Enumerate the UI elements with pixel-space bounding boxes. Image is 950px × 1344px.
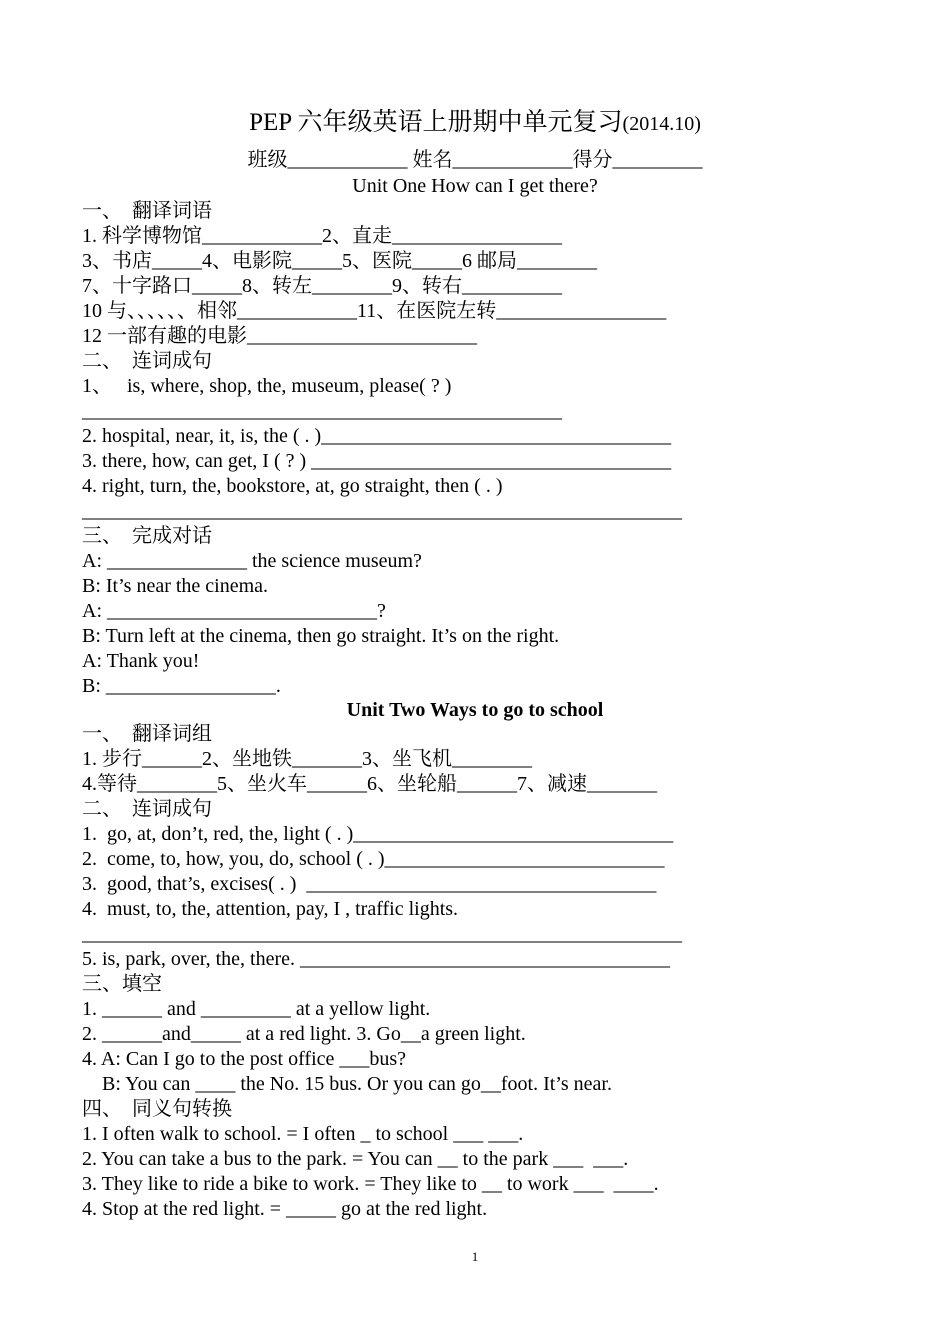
unit-two-line: 4. Stop at the red light. = _____ go at the red light. <box>82 1198 488 1220</box>
unit-two-heading: Unit Two Ways to go to school <box>346 699 604 721</box>
unit-two-line: 4.等待________5、坐火车______6、坐轮船______7、减速_______ <box>82 773 657 795</box>
title-text: PEP 六年级英语上册期中单元复习 <box>249 109 623 136</box>
unit-two-line: 1. I often walk to school. = I often _ to school ___ ___. <box>82 1123 524 1145</box>
unit-one-line: 4. right, turn, the, bookstore, at, go straight, then ( . ) <box>82 475 503 497</box>
unit-one-section-1-heading: 一、 翻译词语 <box>82 200 212 222</box>
unit-two-section-1-heading: 一、 翻译词组 <box>82 723 212 745</box>
unit-two-line: 1. 步行______2、坐地铁_______3、坐飞机________ <box>82 748 532 770</box>
unit-two-section-4-heading: 四、 同义句转换 <box>82 1098 232 1120</box>
unit-two-line: 5. is, park, over, the, there. _____________________________________ <box>82 948 671 970</box>
unit-two-line: 2. You can take a bus to the park. = You can __ to the park ___ ___. <box>82 1148 629 1170</box>
dialogue-line: B: It’s near the cinema. <box>82 575 269 597</box>
answer-blank-line: ________________________________________________ <box>82 400 562 422</box>
unit-two-section-2-heading: 二、 连词成句 <box>82 798 212 820</box>
unit-one-section-2-heading: 二、 连词成句 <box>82 350 212 372</box>
dialogue-line: B: _________________. <box>82 675 281 697</box>
unit-two-line: B: You can ____ the No. 15 bus. Or you can go__foot. It’s near. <box>82 1073 612 1095</box>
unit-two-line: 2. ______and_____ at a red light. 3. Go__a green light. <box>82 1023 526 1045</box>
unit-one-line: 2. hospital, near, it, is, the ( . )___________________________________ <box>82 425 672 447</box>
answer-blank-line: ____________________________________________________________ <box>82 923 682 945</box>
dialogue-line: A: ______________ the science museum? <box>82 550 422 572</box>
dialogue-line: A: ___________________________? <box>82 600 386 622</box>
unit-one-line: 10 与、、、、、、相邻____________11、在医院左转_________________ <box>82 300 667 322</box>
unit-two-line: 4. A: Can I go to the post office ___bus? <box>82 1048 407 1070</box>
unit-one-heading: Unit One How can I get there? <box>352 175 598 197</box>
unit-one-line: 3. there, how, can get, I ( ? ) ____________________________________ <box>82 450 672 472</box>
unit-two-line: 3. They like to ride a bike to work. = They like to __ to work ___ ____. <box>82 1173 659 1195</box>
unit-one-line: 3、书店_____4、电影院_____5、医院_____6 邮局________ <box>82 250 597 272</box>
unit-two-line: 3. good, that’s, excises( . ) ___________________________________ <box>82 873 657 895</box>
page-number: 1 <box>471 1249 479 1264</box>
unit-two-line: 4. must, to, the, attention, pay, I , traffic lights. <box>82 898 459 920</box>
unit-one-section-3-heading: 三、 完成对话 <box>82 525 212 547</box>
student-info-line: 班级____________ 姓名____________得分_________ <box>247 149 703 171</box>
unit-two-line: 1. go, at, don’t, red, the, light ( . )________________________________ <box>82 823 674 845</box>
unit-one-line: 7、十字路口_____8、转左________9、转右__________ <box>82 275 562 297</box>
unit-one-line: 1. 科学博物馆____________2、直走_________________ <box>82 225 562 247</box>
dialogue-line: B: Turn left at the cinema, then go straight. It’s on the right. <box>82 625 560 647</box>
dialogue-line: A: Thank you! <box>82 650 200 672</box>
answer-blank-line: ____________________________________________________________ <box>82 500 682 522</box>
unit-two-section-3-heading: 三、填空 <box>82 973 162 995</box>
unit-one-line: 1、 is, where, shop, the, museum, please( ? ) <box>82 375 452 397</box>
unit-one-line: 12 一部有趣的电影_______________________ <box>82 325 477 347</box>
unit-two-line: 2. come, to, how, you, do, school ( . )____________________________ <box>82 848 665 870</box>
unit-two-line: 1. ______ and _________ at a yellow light. <box>82 998 431 1020</box>
title-date: (2014.10) <box>622 113 701 135</box>
page-title <box>0 106 950 141</box>
